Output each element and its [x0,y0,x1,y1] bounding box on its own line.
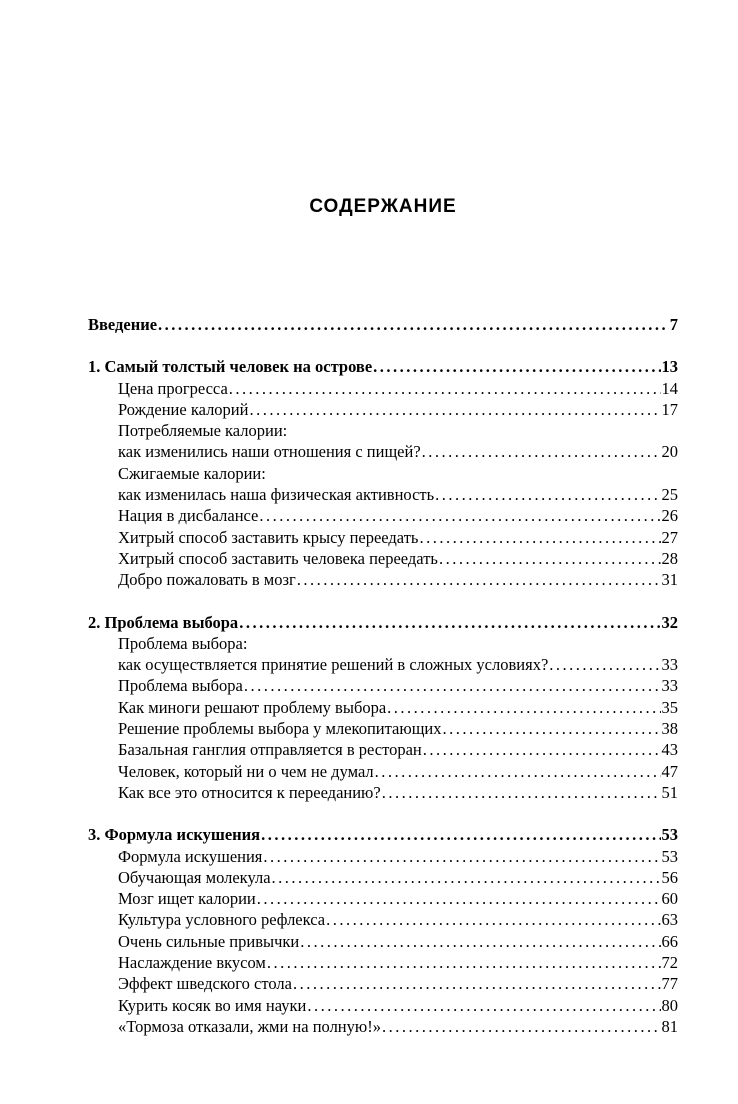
toc-entry-page: 28 [661,548,678,568]
dot-leader [263,846,660,867]
toc-entry-label: как изменилась наша физическая активность [118,485,435,505]
toc-entry-page: 20 [661,442,678,462]
toc-entry [88,973,678,994]
toc-entry-page: 60 [661,889,678,909]
toc-entry-label: Мозг ищет калории [118,889,256,909]
dot-leader [373,356,660,377]
toc-entry-label: Как миноги решают проблему выбора [118,697,387,717]
toc-entry-page: 66 [661,931,678,951]
toc-entry-page: 53 [661,825,678,845]
toc-entry-label: Формула искушения [118,846,263,866]
toc-entry-page: 27 [661,527,678,547]
toc-entry-page: 33 [661,676,678,696]
dot-leader [382,782,661,803]
toc-entry [88,569,678,590]
toc-entry-page: 17 [661,399,678,419]
toc-entry-label: 2. Проблема выбора [88,612,239,632]
toc-list [88,314,678,1037]
toc-entry [88,675,678,696]
toc-entry [88,612,678,633]
toc-entry-page: 81 [661,1016,678,1036]
toc-entry-label: Нация в дисбалансе [118,506,259,526]
dot-leader [158,314,669,335]
dot-leader [423,739,661,760]
dot-leader [382,1016,661,1037]
toc-entry-label: Как все это относится к перееданию? [118,782,381,802]
toc-entry-label: Наслаждение вкусом [118,953,266,973]
dot-leader [442,718,660,739]
toc-entry-page: 14 [661,378,678,398]
toc-entry [88,888,678,909]
dot-leader [293,973,661,994]
dot-leader [297,569,661,590]
toc-entry-label: как изменились наши отношения с пищей? [118,442,421,462]
toc-entry [88,718,678,739]
toc-entry [88,654,678,675]
toc-entry-page: 25 [661,485,678,505]
dot-leader [239,612,660,633]
toc-entry [88,952,678,973]
toc-entry-label: Решение проблемы выбора у млекопитающих [118,719,442,739]
toc-entry-label: Введение [88,315,158,334]
dot-leader [249,399,660,420]
toc-entry-page: 51 [661,782,678,802]
toc-entry-label: Добро пожаловать в мозг [118,570,296,590]
toc-entry-page: 26 [661,506,678,526]
toc-entry-page: 43 [661,740,678,760]
dot-leader [244,675,661,696]
toc-entry [88,931,678,952]
toc-entry [88,314,678,335]
toc-entry-label: Обучающая молекула [118,867,271,887]
dot-leader [300,931,660,952]
toc-entry-page: 80 [661,995,678,1015]
toc-entry-label: Эффект шведского стола [118,974,292,994]
toc-entry-label: Хитрый способ заставить человека переедать [118,548,438,568]
toc-entry [88,441,678,462]
toc-entry-label: Очень сильные привычки [118,931,300,951]
dot-leader [229,378,661,399]
toc-entry [88,739,678,760]
toc-entry [88,697,678,718]
toc-entry [88,378,678,399]
dot-leader [435,484,660,505]
toc-entry [88,548,678,569]
toc-entry-label: Курить косяк во имя науки [118,995,307,1015]
toc-entry [88,846,678,867]
toc-entry [88,484,678,505]
toc-entry-label: «Тормоза отказали, жми на полную!» [118,1016,381,1036]
dot-leader [267,952,661,973]
dot-leader [387,697,660,718]
dot-leader [261,824,660,845]
toc-entry [88,356,678,377]
toc-entry-label: Человек, который ни о чем не думал [118,761,374,781]
toc-entry [88,633,678,654]
toc-entry-label: Потребляемые калории: [118,421,288,441]
toc-entry-label: 3. Формула искушения [88,825,261,845]
toc-entry-label: Базальная ганглия отправляется в ресторан [118,740,422,760]
toc-entry [88,463,678,484]
toc-entry-label: как осуществляется принятие решений в сложных условиях? [118,655,549,675]
toc-entry [88,867,678,888]
dot-leader [422,441,661,462]
toc-entry-label: Культура условного рефлекса [118,910,326,930]
toc-entry-label: Сжигаемые калории: [118,463,266,483]
dot-leader [307,995,660,1016]
toc-entry [88,505,678,526]
page-title: СОДЕРЖАНИЕ [309,196,457,217]
toc-entry [88,782,678,803]
toc-entry-page: 53 [661,846,678,866]
toc-entry [88,824,678,845]
toc-entry [88,1016,678,1037]
toc-entry-label: Рождение калорий [118,399,249,419]
toc-entry-page: 47 [661,761,678,781]
toc-entry-label: 1. Самый толстый человек на острове [88,357,373,377]
toc-entry-page: 31 [661,570,678,590]
toc-entry-page: 35 [661,697,678,717]
toc-entry-page: 56 [661,867,678,887]
toc-entry-page: 72 [661,953,678,973]
dot-leader [549,654,660,675]
toc-entry [88,909,678,930]
toc-entry-page: 33 [661,655,678,675]
dot-leader [419,527,660,548]
toc-entry-page: 63 [661,910,678,930]
dot-leader [375,761,661,782]
dot-leader [326,909,660,930]
toc-entry [88,527,678,548]
dot-leader [257,888,661,909]
toc-entry-label: Хитрый способ заставить крысу переедать [118,527,419,547]
dot-leader [439,548,661,569]
toc-entry [88,995,678,1016]
dot-leader [272,867,661,888]
toc-entry-page: 7 [669,315,678,334]
toc-entry-page: 38 [661,719,678,739]
toc-entry-page: 13 [661,357,678,377]
toc-entry-label: Проблема выбора: [118,633,248,653]
toc-entry-page: 77 [661,974,678,994]
toc-entry [88,420,678,441]
toc-entry-label: Цена прогресса [118,378,228,398]
toc-entry-label: Проблема выбора [118,676,243,696]
toc-entry-page: 32 [661,612,678,632]
toc-entry [88,399,678,420]
dot-leader [259,505,660,526]
toc-entry [88,761,678,782]
